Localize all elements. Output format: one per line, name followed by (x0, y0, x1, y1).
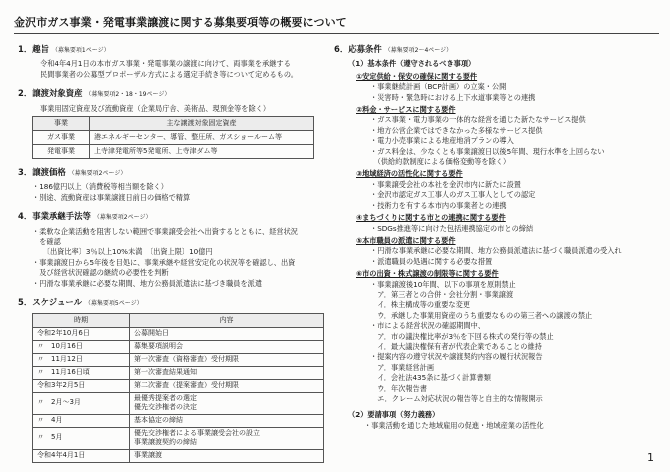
requirement-title: ②料金・サービスに関する要件 (356, 105, 456, 115)
section-ref: （募集要項5ページ） (84, 300, 143, 308)
cell-line: 優先交渉権者による事業譲受会社の設立 (134, 428, 260, 437)
left-column (18, 40, 340, 463)
table-row (33, 366, 324, 379)
table-cell: 令和2年10月6日 (33, 327, 130, 340)
assets-table (32, 116, 314, 159)
table-cell: 第一次審査（資格審査）受付期限 (130, 353, 324, 366)
table-cell: 第一次審査結果通知 (130, 366, 324, 379)
table-cell: 公募開始日 (130, 327, 324, 340)
table-cell: 基本協定の締結 (130, 414, 324, 427)
table-cell: 〃 11月16日頃 (33, 366, 130, 379)
section-conditions-heading (334, 44, 656, 56)
table-header: 主な譲渡対象固定資産 (90, 117, 314, 131)
text-line: ・SDGs推進等に向けた包括連携協定の市との締結 (370, 223, 534, 233)
table-cell: ガス事業 (33, 131, 90, 145)
text-line: ・地方公営企業ではできなかった多様なサービス提供 (370, 125, 543, 135)
schedule-table (32, 313, 324, 463)
text-line: ・事業継続計画（BCP計画）の立案・公開 (370, 82, 507, 92)
text-line: （供給約款制度による価格変動等を除く） (370, 157, 511, 167)
section-heading-text: 2．譲渡対象資産 (18, 88, 83, 99)
section-price-body (18, 182, 340, 203)
table-row (33, 131, 314, 145)
table-header: 時期 (33, 313, 130, 327)
title-underline (14, 33, 659, 34)
text-line: ・事業譲受会社の本社を金沢市内に新たに設置 (370, 179, 521, 189)
table-cell (130, 392, 324, 414)
requirement-block (334, 269, 656, 404)
table-cell: 令和4年4月1日 (33, 449, 130, 462)
table-cell: 令和3年2月5日 (33, 379, 130, 392)
requirement-block (334, 72, 656, 103)
text-line: イ．株主構成等の重要な変更 (370, 300, 470, 310)
text-line: ・災害時・緊急時における上下水道事業等との連携 (370, 92, 536, 102)
section-succession-heading (18, 211, 340, 223)
text-line: 令和4年4月1日の本市ガス事業・発電事業の譲渡に向けて、両事業を承継する (40, 59, 291, 69)
requirement-title: ⑤本市職員の派遣に関する要件 (356, 235, 456, 245)
text-line: ア．市の議決権比率が3％を下回る株式の発行等の禁止 (370, 331, 554, 341)
text-line: ・事業譲渡日から5年後を目処に、事業承継や経営安定化の状況等を確認し、出資 (32, 257, 296, 267)
document-title: 金沢市ガス事業・発電事業譲渡に関する募集要項等の概要について (14, 16, 347, 29)
text-line: 〔出資比率〕3％以上10%未満 〔出資上限〕10億円 (32, 247, 213, 257)
text-line: ウ．承継した事業用資産のうち重要なものの第三者への譲渡の禁止 (370, 310, 593, 320)
section-assets-heading (18, 88, 340, 100)
text-line: ・別途、流動資産は事業譲渡日前日の価格で精算 (32, 192, 191, 202)
text-line: ・事業譲渡後10年間、以下の事項を原則禁止 (370, 279, 516, 289)
text-line: ・市による経営状況の確認期間中、 (370, 321, 486, 331)
text-line: 及び経営状況確認の継続の必要性を判断 (32, 268, 169, 278)
text-line: ・円滑な事業承継に必要な期間、地方公務員派遣法に基づき職員を派遣 (32, 278, 263, 288)
section-purpose-body (18, 59, 340, 80)
text-line: ・派遣職員の処遇に関する必要な措置 (370, 256, 493, 266)
text-line: ・金沢市認定ガス工事人のガス工事人としての認定 (370, 190, 536, 200)
requirement-block (334, 169, 656, 211)
requirement-block (334, 213, 656, 234)
table-cell: 〃 2月～3月 (33, 392, 130, 414)
cell-line: 最優秀提案者の選定 (134, 393, 197, 402)
text-line: ・ガス事業・電力事業の一体的な経営を通じた新たなサービス提供 (370, 115, 586, 125)
section-ref: （募集要項2～4ページ） (384, 47, 453, 54)
table-row (33, 379, 324, 392)
text-line: ア．事業経営計画 (370, 362, 435, 372)
table-cell: 上寺津発電所等5発電所、上寺津ダム等 (90, 145, 314, 159)
table-header: 事業 (33, 117, 90, 131)
table-row (33, 414, 324, 427)
text-line: ・事業活動を通じた地域雇用の促進・地域産業の活性化 (364, 420, 544, 430)
table-header-row (33, 117, 314, 131)
table-cell: 募集要項説明会 (130, 340, 324, 353)
cell-line: 事業譲渡契約の締結 (134, 438, 197, 447)
table-cell: 〃 4月 (33, 414, 130, 427)
table-cell: 〃 10月16日 (33, 340, 130, 353)
section-ref: （募集要項2ページ） (93, 214, 152, 222)
section-ref: （募集要項2ページ） (68, 170, 127, 178)
requirement-title: ③地域経済の活性化に関する要件 (356, 169, 463, 179)
table-cell: 〃 5月 (33, 427, 130, 449)
table-cell: 事業譲渡 (130, 449, 324, 462)
section-purpose-heading (18, 44, 340, 56)
text-line: イ．会社法435条に基づく計算書類 (370, 373, 491, 383)
cell-line: 優先交渉権者の決定 (134, 403, 197, 412)
text-line: イ．最大議決権保有者が代表企業であることの維持 (370, 341, 542, 351)
subsection-basic-conditions: （1）基本条件（遵守されるべき事項） (348, 59, 476, 69)
subsection-requests: （2）要請事項（努力義務） (348, 410, 440, 420)
section-ref: （募集要項1ページ） (51, 47, 110, 54)
text-line: ・提案内容の遵守状況や譲渡契約内容の履行状況報告 (370, 352, 543, 362)
text-line: ・電力小売事業による地産地消プランの導入 (370, 136, 514, 146)
text-line: エ．クレーム対応状況の報告等と自主的な情報開示 (370, 394, 543, 403)
page-number: 1 (647, 451, 654, 464)
section-heading-text: 4．事業承継手法等 (18, 211, 91, 222)
table-row (33, 392, 324, 414)
text-line: ・技術力を有する本市内の事業者との連携 (370, 200, 507, 210)
section-ref: （募集要項2・18・19ページ） (85, 91, 171, 99)
section-heading-text: 3．譲渡価格 (18, 167, 66, 178)
section-heading-text: 6．応募条件 (334, 44, 382, 54)
table-header: 内容 (130, 313, 324, 327)
section-price-heading (18, 167, 340, 179)
text-line: 民間事業者の公募型プロポーザル方式による選定手続き等について定めるもの。 (40, 69, 298, 79)
text-line: ア．第三者との合併・会社分割・事業譲渡 (370, 289, 514, 299)
table-cell: 発電事業 (33, 145, 90, 159)
table-row (33, 340, 324, 353)
table-cell: 第二次審査（提案審査）受付期限 (130, 379, 324, 392)
table-row (33, 327, 324, 340)
requirement-title: ①安定供給・保安の確保に関する要件 (356, 71, 478, 81)
table-header-row (33, 313, 324, 327)
section-succession-body (18, 227, 340, 289)
section-heading-text: 5．スケジュール (18, 297, 82, 308)
requirement-block (334, 236, 656, 267)
table-row (33, 427, 324, 449)
table-row (33, 353, 324, 366)
text-line: ・186億円以上（消費税等相当額を除く） (32, 182, 168, 192)
requirement-block (334, 105, 656, 167)
text-line: ・柔軟な企業活動を阻害しない範囲で事業譲受会社へ出資するとともに、経営状況 (32, 226, 298, 236)
table-row (33, 449, 324, 462)
section-heading-text: 1．趣旨 (18, 44, 49, 54)
requirement-title: ④まちづくりに関する市との連携に関する要件 (356, 213, 506, 223)
text-line: を確認 (32, 237, 61, 247)
assets-intro: 事業用固定資産及び流動資産（企業局庁舎、美術品、現預金等を除く） (40, 103, 271, 113)
text-line: ウ．年次報告書 (370, 383, 427, 393)
table-cell (130, 427, 324, 449)
table-cell: 港エネルギーセンター、導管、整圧所、ガスショールーム等 (90, 131, 314, 145)
section-schedule-heading (18, 297, 340, 309)
right-column (334, 40, 656, 431)
requirement-title: ⑥市の出資・株式譲渡の制限等に関する要件 (356, 269, 499, 279)
text-line: ・ガス料金は、少なくとも事業譲渡日以後5年間、現行水準を上回らない (370, 146, 605, 156)
table-cell: 〃 11月12日 (33, 353, 130, 366)
text-line: ・円滑な事業承継に必要な期間、地方公務員派遣法に基づく職員派遣の受入れ (370, 246, 622, 256)
table-row (33, 145, 314, 159)
